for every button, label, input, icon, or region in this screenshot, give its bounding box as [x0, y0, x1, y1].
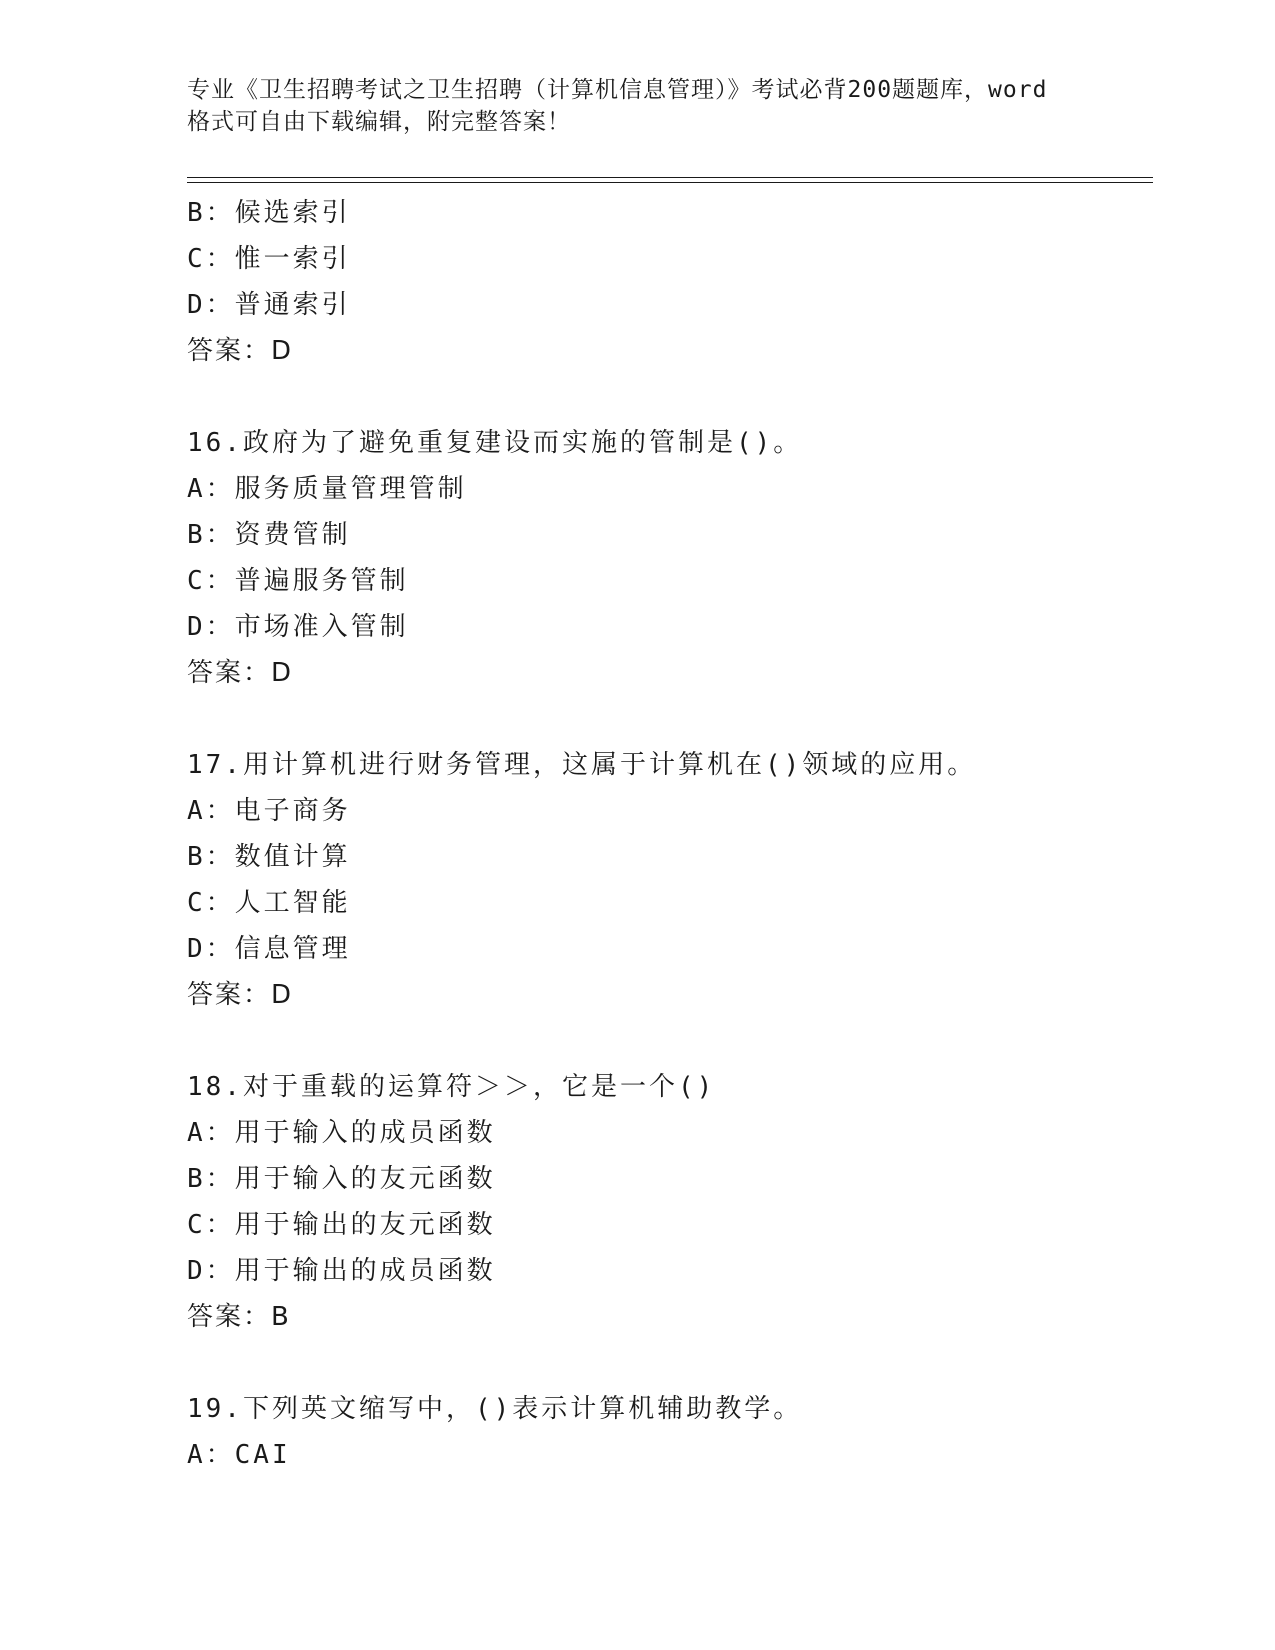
option-b: B：资费管制	[187, 520, 351, 550]
option-b: B：候选索引	[187, 198, 351, 228]
header-line-2: 格式可自由下载编辑，附完整答案！	[187, 109, 571, 135]
option-d: D：普通索引	[187, 290, 351, 320]
question-block-19	[187, 1386, 1153, 1478]
option-b: B：用于输入的友元函数	[187, 1164, 496, 1194]
option-d: D：用于输出的成员函数	[187, 1256, 496, 1286]
option-d: D：信息管理	[187, 934, 351, 964]
option-c: C：用于输出的友元函数	[187, 1210, 496, 1240]
question-block-16	[187, 420, 1153, 696]
question-block-partial	[187, 190, 1153, 374]
option-a: A：服务质量管理管制	[187, 474, 467, 504]
question-stem: 18.对于重载的运算符＞＞，它是一个()	[187, 1072, 716, 1102]
option-c: C：惟一索引	[187, 244, 351, 274]
answer-line: 答案：D	[187, 980, 294, 1010]
question-block-17	[187, 742, 1153, 1018]
answer-line: 答案：D	[187, 658, 294, 688]
header-divider-top	[187, 177, 1153, 178]
header-line-1: 专业《卫生招聘考试之卫生招聘（计算机信息管理）》考试必背200题题库，word	[187, 77, 1048, 103]
question-block-18	[187, 1064, 1153, 1340]
option-a: A：电子商务	[187, 796, 351, 826]
header-divider-bottom	[187, 182, 1153, 183]
answer-line: 答案：B	[187, 1302, 291, 1332]
option-c: C：人工智能	[187, 888, 351, 918]
question-list	[187, 190, 1153, 1478]
option-a: A：用于输入的成员函数	[187, 1118, 496, 1148]
answer-line: 答案：D	[187, 336, 294, 366]
document-header	[187, 74, 1107, 138]
question-stem: 17.用计算机进行财务管理，这属于计算机在()领域的应用。	[187, 750, 977, 780]
option-d: D：市场准入管制	[187, 612, 409, 642]
question-stem: 16.政府为了避免重复建设而实施的管制是()。	[187, 428, 803, 458]
option-b: B：数值计算	[187, 842, 351, 872]
question-stem: 19.下列英文缩写中，()表示计算机辅助教学。	[187, 1394, 803, 1424]
option-a: A：CAI	[187, 1440, 291, 1470]
option-c: C：普遍服务管制	[187, 566, 409, 596]
